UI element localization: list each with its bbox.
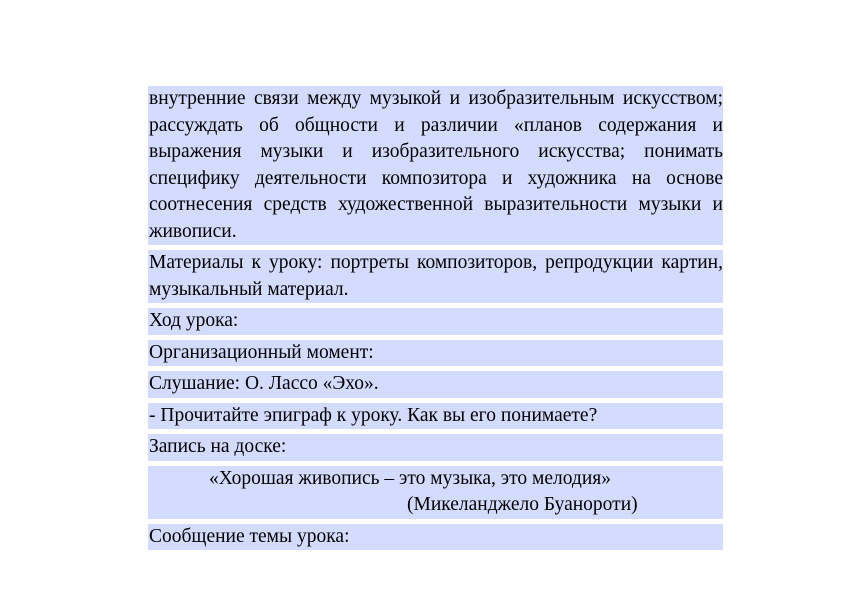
- paragraph-objectives: внутренние связи между музыкой и изобразительным искусством; рассуждать об общности и различии «планов содержания и выражения музыки и изобразительного искусства; понимать специфику деятельности композитора и художника на основе соотнесения средств художественной выразительности музыки и живописи.: [148, 86, 723, 245]
- quote-author: (Микеланджело Буанороти): [148, 492, 723, 519]
- paragraph-epigraph-question: - Прочитайте эпиграф к уроку. Как вы его понимаете?: [148, 403, 723, 430]
- paragraph-lesson-flow: Ход урока:: [148, 308, 723, 335]
- paragraph-materials: Материалы к уроку: портреты композиторов, репродукции картин, музыкальный материал.: [148, 250, 723, 303]
- paragraph-listening: Слушание: О. Лассо «Эхо».: [148, 371, 723, 398]
- paragraph-topic-announcement: Сообщение темы урока:: [148, 524, 723, 551]
- epigraph-quote: [148, 466, 723, 519]
- paragraph-board-note: Запись на доске:: [148, 434, 723, 461]
- quote-text: «Хорошая живопись – это музыка, это мелодия»: [148, 466, 723, 493]
- paragraph-organizational: Организационный момент:: [148, 340, 723, 367]
- lesson-text-block: [148, 86, 723, 550]
